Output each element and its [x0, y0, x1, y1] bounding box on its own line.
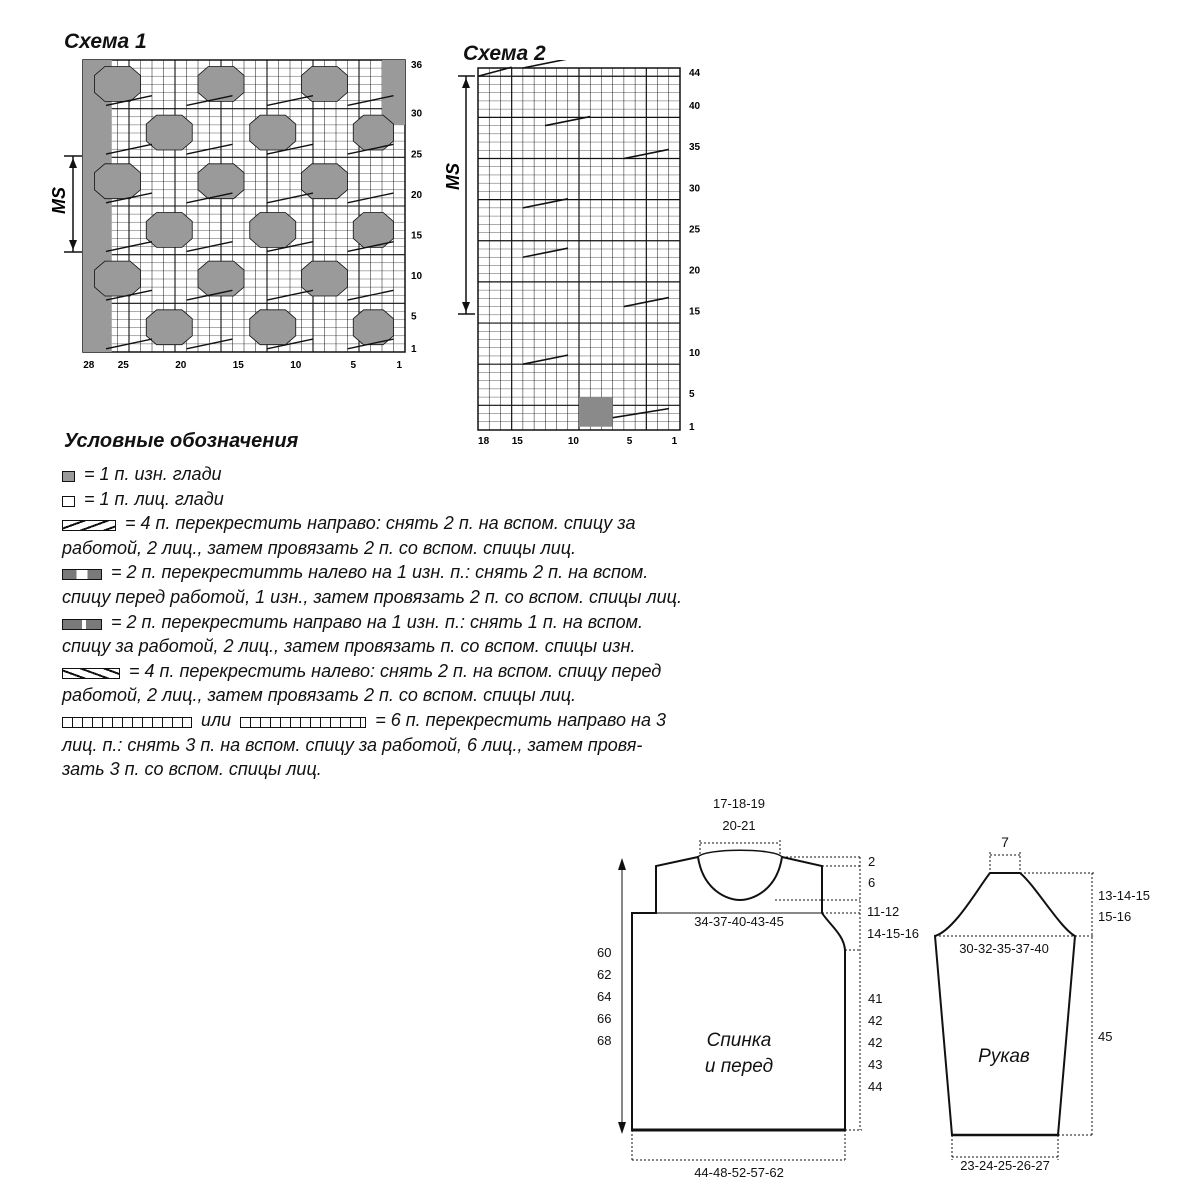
scheme2-col-label: 18 — [478, 436, 490, 447]
scheme2-row-label: 10 — [689, 347, 701, 359]
scheme2-ms-label: MS — [443, 163, 463, 190]
legend-text: спицу за работой, 2 лиц., затем провязать п. со вспом. спицы изн. — [62, 636, 636, 657]
neck-top-label-1: 17-18-19 — [712, 796, 766, 811]
bottom-width-label: 44-48-52-57-62 — [694, 1165, 784, 1180]
scheme1-row-label: 20 — [411, 189, 423, 201]
total-height-arrow — [618, 858, 626, 1134]
side-height-2: 42 — [868, 1035, 883, 1050]
scheme1-row-label: 5 — [411, 311, 417, 323]
scheme2-row-label: 1 — [689, 421, 695, 433]
armhole-label-1: 11-12 — [867, 904, 900, 919]
sleeve-cuff-label: 23-24-25-26-27 — [960, 1158, 1050, 1173]
scheme1-ms-label: MS — [49, 187, 69, 214]
legend-text: = 4 п. перекрестить направо: снять 2 п. на вспом. спицу за — [125, 513, 636, 534]
total-height-4: 68 — [597, 1033, 612, 1048]
sleeve-top-label: 7 — [1001, 834, 1009, 850]
legend-text: или — [201, 709, 232, 730]
legend-text: работой, 2 лиц., затем провязать 2 п. со вспом. спицы лиц. — [62, 537, 577, 558]
side-height-1: 42 — [868, 1013, 883, 1028]
scheme2-row-label: 25 — [689, 224, 701, 236]
scheme2-row-label: 20 — [689, 265, 701, 277]
scheme2-row-label: 15 — [689, 306, 701, 318]
scheme2-row-label: 44 — [689, 68, 701, 80]
neck-top-label-2: 20-21 — [722, 818, 756, 833]
scheme1-row-label: 1 — [411, 343, 417, 355]
scheme1-row-label: 30 — [411, 108, 423, 120]
legend-text: = 1 п. лиц. глади — [84, 488, 224, 509]
scheme1-row-label: 10 — [411, 270, 423, 282]
legend-text: лиц. п.: снять 3 п. на вспом. спицу за работой, 6 лиц., затем провя- — [62, 734, 643, 755]
scheme2-col-label: 15 — [511, 436, 523, 447]
scheme2-col-label: 10 — [567, 436, 579, 447]
scheme1-col-label: 28 — [83, 360, 95, 371]
legend-text: = 2 п. перекреститть налево на 1 изн. п.: снять 2 п. на вспом. — [111, 562, 649, 583]
back-front-outline — [632, 857, 845, 1130]
scheme1-col-label: 1 — [396, 360, 403, 371]
scheme1-col-label: 25 — [117, 360, 129, 371]
sleeve-upper-width-label: 30-32-35-37-40 — [959, 941, 1049, 956]
scheme2-col-label: 1 — [671, 436, 678, 447]
scheme1-row-label: 36 — [411, 60, 423, 72]
back-front-label-1: Спинка — [706, 1030, 772, 1051]
scheme1-col-label: 10 — [290, 360, 302, 371]
side-height-0: 41 — [868, 991, 883, 1006]
sleeve-length-label: 45 — [1098, 1029, 1113, 1044]
shoulder-width-label: 34-37-40-43-45 — [694, 914, 784, 929]
legend-text: работой, 2 лиц., затем провязать 2 п. со вспом. спицы лиц. — [62, 685, 577, 706]
total-height-2: 64 — [597, 989, 612, 1004]
scheme2-row-label: 5 — [689, 388, 695, 400]
sleeve-outline — [935, 873, 1075, 1135]
legend-text: спицу перед работой, 1 изн., затем провязать 2 п. со вспом. спицы лиц. — [62, 586, 682, 607]
side-height-3: 43 — [868, 1057, 883, 1072]
scheme2-row-label: 35 — [689, 142, 701, 154]
scheme2-row-label: 40 — [689, 101, 701, 113]
sleeve-cap-label-2: 15-16 — [1098, 909, 1132, 924]
neck-depth-label-1: 2 — [868, 854, 876, 869]
legend-text: зать 3 п. со вспом. спицы лиц. — [62, 759, 322, 780]
legend-title: Условные обозначения — [64, 430, 299, 452]
sleeve-cap-label-1: 13-14-15 — [1098, 888, 1151, 903]
scheme1-row-label: 25 — [411, 149, 423, 161]
scheme1-row-label: 15 — [411, 230, 423, 242]
scheme1-col-label: 15 — [232, 360, 244, 371]
total-height-1: 62 — [597, 967, 612, 982]
total-height-0: 60 — [597, 945, 612, 960]
legend-text: = 2 п. перекрестить направо на 1 изн. п.: снять 1 п. на вспом. — [111, 611, 644, 632]
total-height-3: 66 — [597, 1011, 612, 1026]
legend-text: = 6 п. перекрестить направо на 3 — [375, 709, 666, 730]
scheme1-col-label: 20 — [175, 360, 187, 371]
scheme1-col-label: 5 — [350, 360, 357, 371]
scheme2-title: Схема 2 — [463, 42, 546, 65]
back-front-label-2: и перед — [704, 1056, 774, 1077]
side-height-4: 44 — [868, 1079, 883, 1094]
neck-depth-label-2: 6 — [868, 875, 876, 890]
legend-text: = 1 п. изн. глади — [84, 464, 222, 484]
sleeve-label: Рукав — [978, 1046, 1030, 1067]
scheme1-title: Схема 1 — [64, 30, 147, 53]
neck-facing — [698, 850, 782, 857]
armhole-label-2: 14-15-16 — [867, 926, 920, 941]
legend-text: = 4 п. перекрестить налево: снять 2 п. на вспом. спицу перед — [129, 660, 662, 681]
scheme2-row-label: 30 — [689, 183, 701, 195]
scheme2-col-label: 5 — [626, 436, 633, 447]
